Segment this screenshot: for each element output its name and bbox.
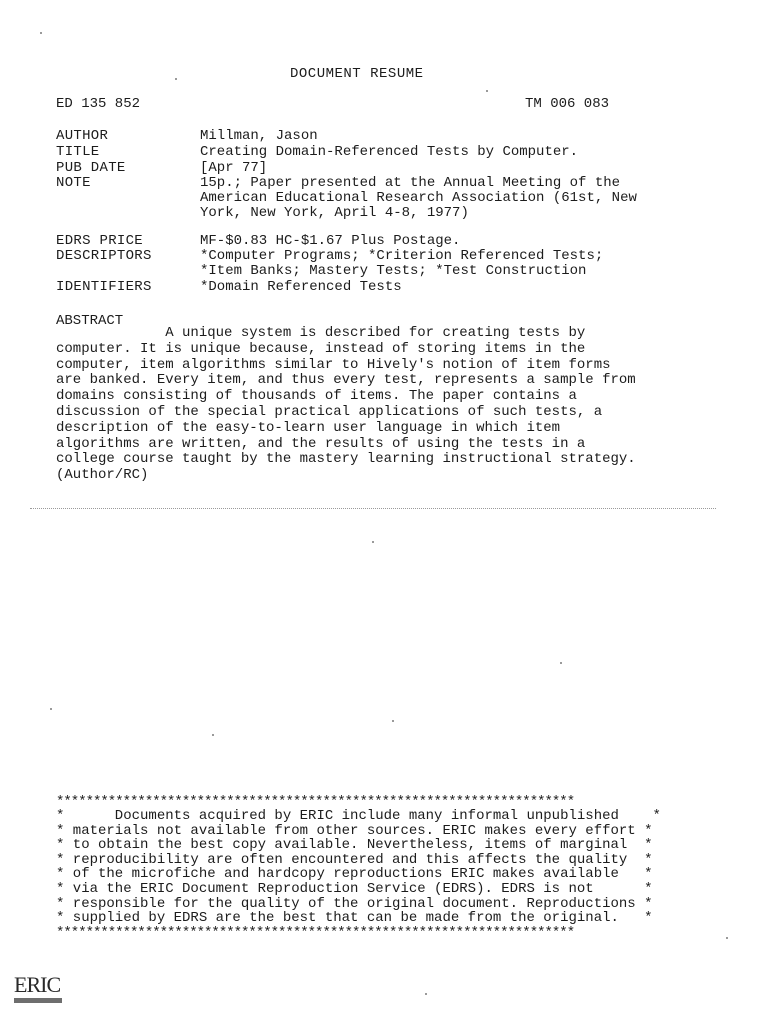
note-line-2: American Educational Research Association (61st, New [200,190,637,206]
identifiers-value: *Domain Referenced Tests [200,279,402,295]
tm-id: TM 006 083 [525,96,610,112]
notice-line: * reproducibility are often encountered and this affects the quality * [56,851,653,868]
eric-notice-box [56,795,706,940]
scan-speck [486,90,488,92]
notice-line: * supplied by EDRS are the best that can be made from the original. * [56,910,653,927]
eric-logo-text: ERIC [14,972,61,997]
note-line-3: York, New York, April 4-8, 1977) [200,205,469,221]
scan-speck [212,734,214,736]
pub-date-label: PUB DATE [56,160,126,176]
scan-speck [175,78,177,80]
section-divider [30,508,716,509]
scan-speck [40,32,42,34]
scan-speck [726,937,728,939]
document-id: ED 135 852 [56,96,141,112]
notice-line: * responsible for the quality of the original document. Reproductions * [56,895,653,912]
abstract-label: ABSTRACT [56,313,124,329]
note-line-1: 15p.; Paper presented at the Annual Meeting of the [200,175,621,191]
notice-top-border: ********************************************************************** [56,795,575,809]
eric-logo [14,966,70,1008]
scan-speck [560,662,562,664]
document-resume-title: DOCUMENT RESUME [290,66,424,82]
notice-line: * of the microfiche and hardcopy reproductions ERIC makes available * [56,866,653,883]
title-label: TITLE [56,144,100,160]
descriptors-line-1: *Computer Programs; *Criterion Referenced Tests; [200,248,604,264]
author-label: AUTHOR [56,128,109,144]
identifiers-label: IDENTIFIERS [56,279,152,295]
scan-speck [425,993,427,995]
eric-logo-caption-bar [14,998,62,1003]
edrs-price-label: EDRS PRICE [56,233,144,249]
scan-speck [50,708,52,710]
note-label: NOTE [56,175,91,191]
edrs-price-value: MF-$0.83 HC-$1.67 Plus Postage. [200,233,461,249]
abstract-body: A unique system is described for creating tests by computer. It is unique because, instead of storing items in the computer, item algorithms similar to Hively's notion of item forms are banked. Every item, and thus every test, represents a sample from domains consisting of thousands of items. The paper contains a discussion of the special practical applications of such tests, a description of the easy-to-learn user language in which item algorithms are written, and the results of using the tests in a college course taught by the mastery learning instructional strategy. (Author/RC) [56,325,636,484]
descriptors-label: DESCRIPTORS [56,248,152,264]
scan-speck [372,541,374,543]
scan-speck [392,720,394,722]
notice-line: * to obtain the best copy available. Nevertheless, items of marginal * [56,837,653,854]
title-value: Creating Domain-Referenced Tests by Computer. [200,144,579,160]
notice-line: * materials not available from other sources. ERIC makes every effort * [56,822,653,839]
descriptors-line-2: *Item Banks; Mastery Tests; *Test Construction [200,263,587,279]
notice-line: * Documents acquired by ERIC include many informal unpublished * [56,808,661,824]
notice-line: * via the ERIC Document Reproduction Service (EDRS). EDRS is not * [56,880,653,897]
notice-bottom-border: ********************************************************************** [56,925,575,940]
pub-date-value: [Apr 77] [200,160,268,176]
author-value: Millman, Jason [200,128,318,144]
